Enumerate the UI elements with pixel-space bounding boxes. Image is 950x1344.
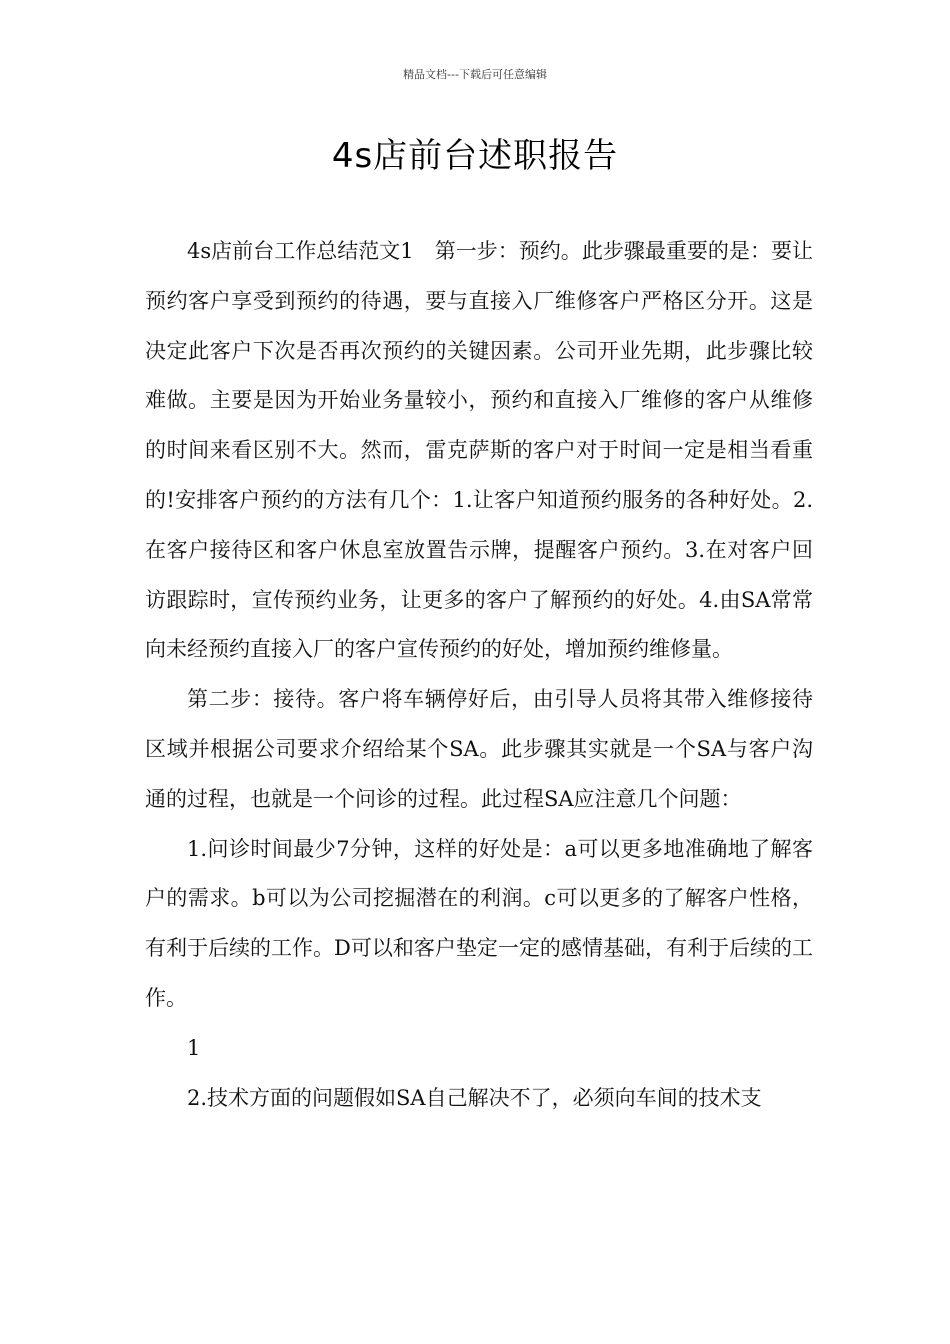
header-note: 精品文档---下载后可任意编辑 <box>403 68 547 81</box>
document-body <box>145 227 813 1123</box>
page-number: 1 <box>187 1035 201 1060</box>
document-title: 4s店前台述职报告 <box>331 136 619 176</box>
paragraph-consultation-time: 1.问诊时间最少7分钟，这样的好处是：a可以更多地准确地了解客户的需求。b可以为公司挖掘潜在的利润。c可以更多的了解客户性格，有利于后续的工作。D可以和客户垫定一定的感情基础，有利于后续的工作。 <box>145 836 813 1010</box>
paragraph-appointment: 4s店前台工作总结范文1 第一步：预约。此步骤最重要的是：要让预约客户享受到预约的待遇，要与直接入厂维修客户严格区分开。这是决定此客户下次是否再次预约的关键因素。公司开业先期，此步骤比较难做。主要是因为开始业务量较小，预约和直接入厂维修的客户从维修的时间来看区别不大。然而，雷克萨斯的客户对于时间一定是相当看重的!安排客户预约的方法有几个：1.让客户知道预约服务的各种好处。2.在客户接待区和客户休息室放置告示牌，提醒客户预约。3.在对客户回访跟踪时，宣传预约业务，让更多的客户了解预约的好处。4.由SA常常向未经预约直接入厂的客户宣传预约的好处，增加预约维修量。 <box>145 239 813 662</box>
paragraph-reception: 第二步：接待。客户将车辆停好后，由引导人员将其带入维修接待区域并根据公司要求介绍给某个SA。此步骤其实就是一个SA与客户沟通的过程，也就是一个问诊的过程。此过程SA应注意几个问题： <box>145 687 813 811</box>
paragraph-technical-issues: 2.技术方面的问题假如SA自己解决不了，必须向车间的技术支 <box>187 1085 762 1110</box>
